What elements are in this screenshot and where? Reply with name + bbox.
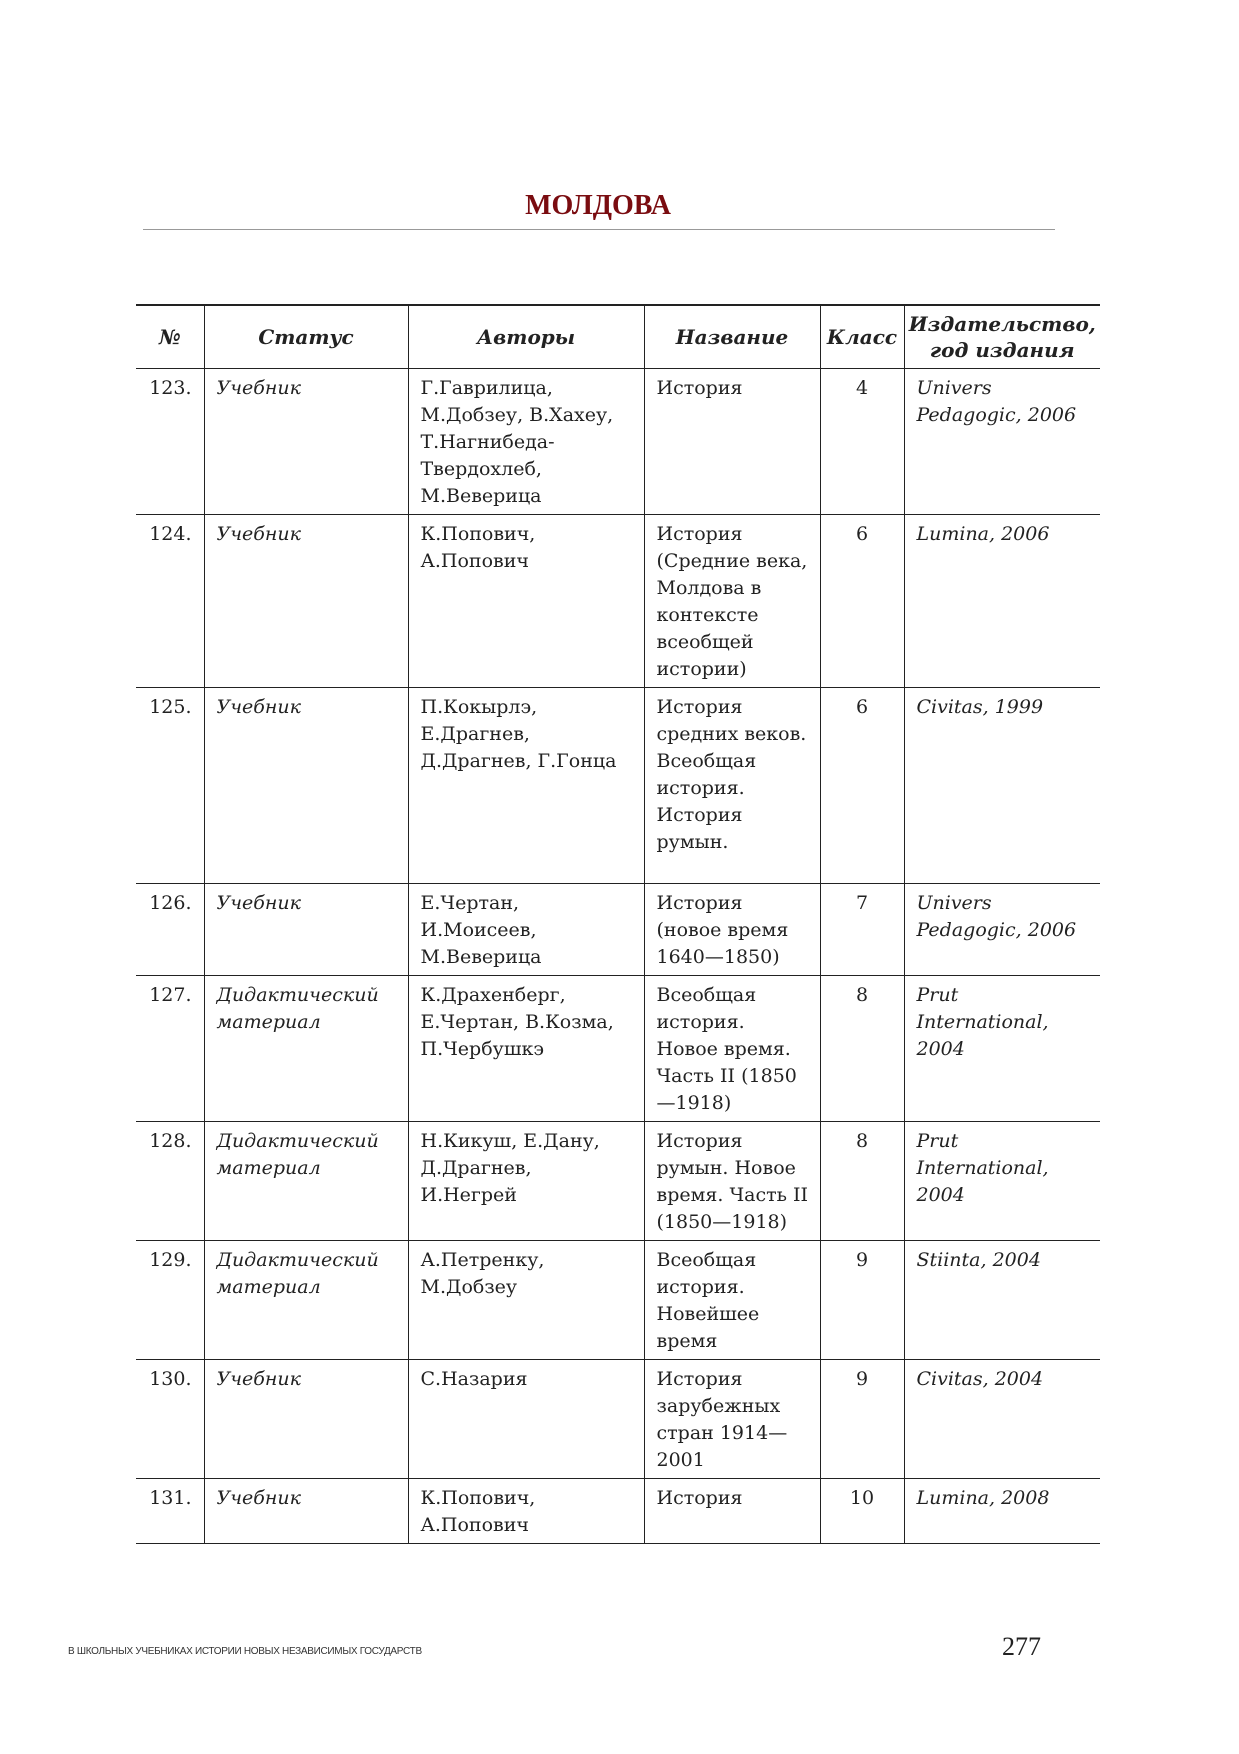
header-num: № <box>136 305 204 369</box>
cell-status: Учебник <box>204 1479 408 1544</box>
header-authors: Авторы <box>408 305 644 369</box>
cell-status: Учебник <box>204 884 408 976</box>
cell-publisher: Prut International, 2004 <box>904 1122 1100 1241</box>
cell-publisher: Prut International, 2004 <box>904 976 1100 1122</box>
cell-grade: 6 <box>820 688 904 884</box>
cell-name: История зарубежных стран 1914—2001 <box>644 1360 820 1479</box>
table-row <box>136 688 1100 884</box>
table-row <box>136 369 1100 515</box>
cell-num: 131. <box>136 1479 204 1544</box>
cell-authors: П.Кокырлэ, Е.Драгнев, Д.Драгнев, Г.Гонца <box>408 688 644 884</box>
cell-grade: 8 <box>820 1122 904 1241</box>
cell-authors: К.Драхенберг, Е.Чертан, В.Козма, П.Чербушкэ <box>408 976 644 1122</box>
cell-grade: 9 <box>820 1360 904 1479</box>
cell-authors: С.Назария <box>408 1360 644 1479</box>
cell-name: История (Средние века, Молдова в контексте всеобщей истории) <box>644 515 820 688</box>
cell-publisher: Univers Pedagogic, 2006 <box>904 884 1100 976</box>
header-grade: Класс <box>820 305 904 369</box>
cell-name: История румын. Новое время. Часть II (1850—1918) <box>644 1122 820 1241</box>
cell-grade: 9 <box>820 1241 904 1360</box>
cell-name: Всеобщая история. Новое время. Часть II (1850—1918) <box>644 976 820 1122</box>
cell-num: 125. <box>136 688 204 884</box>
cell-grade: 6 <box>820 515 904 688</box>
cell-grade: 10 <box>820 1479 904 1544</box>
running-footer: В ШКОЛЬНЫХ УЧЕБНИКАХ ИСТОРИИ НОВЫХ НЕЗАВИСИМЫХ ГОСУДАРСТВ <box>68 1646 422 1657</box>
table-row <box>136 976 1100 1122</box>
cell-status: Учебник <box>204 688 408 884</box>
cell-authors: Г.Гаврилица, М.Добзеу, В.Хахеу, Т.Нагнибеда-Твердохлеб, М.Веверица <box>408 369 644 515</box>
cell-name: Всеобщая история. Новейшее время <box>644 1241 820 1360</box>
cell-num: 129. <box>136 1241 204 1360</box>
cell-status: Дидактический материал <box>204 1241 408 1360</box>
header-name: Название <box>644 305 820 369</box>
cell-authors: Е.Чертан, И.Моисеев, М.Веверица <box>408 884 644 976</box>
cell-num: 130. <box>136 1360 204 1479</box>
title-divider <box>143 229 1055 230</box>
header-status: Статус <box>204 305 408 369</box>
cell-status: Учебник <box>204 1360 408 1479</box>
header-publisher: Издательство, год издания <box>904 305 1100 369</box>
cell-authors: А.Петренку, М.Добзеу <box>408 1241 644 1360</box>
cell-name: История <box>644 1479 820 1544</box>
table-row <box>136 1360 1100 1479</box>
table-header-row <box>136 305 1100 369</box>
cell-publisher: Univers Pedagogic, 2006 <box>904 369 1100 515</box>
cell-grade: 7 <box>820 884 904 976</box>
cell-status: Учебник <box>204 515 408 688</box>
cell-publisher: Stiinta, 2004 <box>904 1241 1100 1360</box>
page-number: 277 <box>1002 1632 1041 1661</box>
cell-status: Учебник <box>204 369 408 515</box>
cell-status: Дидактический материал <box>204 976 408 1122</box>
cell-grade: 4 <box>820 369 904 515</box>
cell-authors: К.Попович, А.Попович <box>408 1479 644 1544</box>
cell-authors: Н.Кикуш, Е.Дану, Д.Драгнев, И.Негрей <box>408 1122 644 1241</box>
cell-authors: К.Попович, А.Попович <box>408 515 644 688</box>
cell-num: 124. <box>136 515 204 688</box>
cell-status: Дидактический материал <box>204 1122 408 1241</box>
cell-publisher: Civitas, 1999 <box>904 688 1100 884</box>
textbook-table <box>136 304 1100 1544</box>
cell-grade: 8 <box>820 976 904 1122</box>
table-row <box>136 884 1100 976</box>
cell-num: 128. <box>136 1122 204 1241</box>
cell-publisher: Lumina, 2008 <box>904 1479 1100 1544</box>
cell-name: История средних веков. Всеобщая история. История румын. <box>644 688 820 884</box>
table-row <box>136 515 1100 688</box>
cell-publisher: Lumina, 2006 <box>904 515 1100 688</box>
cell-num: 127. <box>136 976 204 1122</box>
table-row <box>136 1241 1100 1360</box>
cell-num: 123. <box>136 369 204 515</box>
page-title: МОЛДОВА <box>525 190 671 221</box>
table-row <box>136 1479 1100 1544</box>
cell-num: 126. <box>136 884 204 976</box>
cell-publisher: Civitas, 2004 <box>904 1360 1100 1479</box>
cell-name: История (новое время 1640—1850) <box>644 884 820 976</box>
cell-name: История <box>644 369 820 515</box>
table-row <box>136 1122 1100 1241</box>
